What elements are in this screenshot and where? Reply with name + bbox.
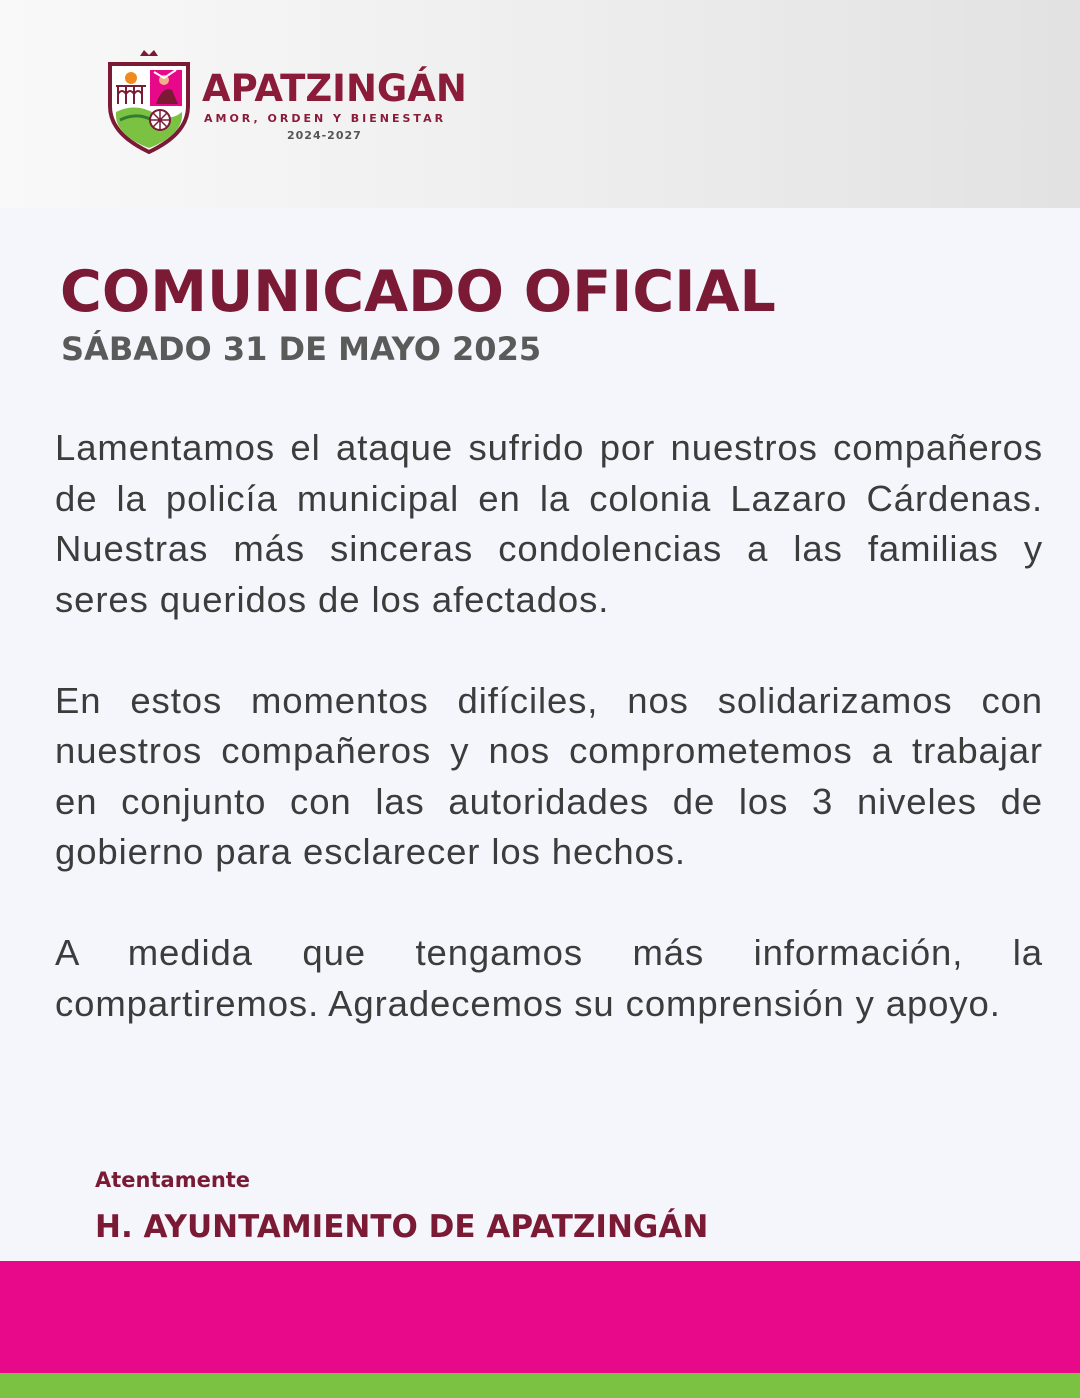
apatzingan-shield-logo <box>106 50 192 154</box>
footer-green-band <box>0 1373 1080 1398</box>
notice-paragraph: En estos momentos difíciles, nos solidarizamos con nuestros compañeros y nos comprometemos a trabajar en conjunto con las autoridades de los 3 niveles de gobierno para esclarecer los hechos. <box>55 679 1043 872</box>
notice-paragraph: Lamentamos el ataque sufrido por nuestros compañeros de la policía municipal en la colonia Lazaro Cárdenas. Nuestras más sinceras condolencias a las familias y seres queridos de los afectados. <box>55 427 1043 620</box>
notice-body <box>55 423 1043 1080</box>
notice-date: SÁBADO 31 DE MAYO 2025 <box>61 330 542 368</box>
signature-label: Atentamente <box>95 1168 251 1192</box>
logo-motto: AMOR, ORDEN Y BIENESTAR <box>204 112 447 125</box>
logo-period: 2024-2027 <box>287 129 362 142</box>
notice-title: COMUNICADO OFICIAL <box>60 259 776 325</box>
footer-pink-band <box>0 1261 1080 1373</box>
header-banner <box>0 0 1080 208</box>
notice-paragraph: A medida que tengamos más información, la compartiremos. Agradecemos su comprensión y apoyo. <box>55 932 1043 1024</box>
logo-wordmark: APATZINGÁN <box>202 67 467 110</box>
signature-name: H. AYUNTAMIENTO DE APATZINGÁN <box>95 1209 709 1245</box>
